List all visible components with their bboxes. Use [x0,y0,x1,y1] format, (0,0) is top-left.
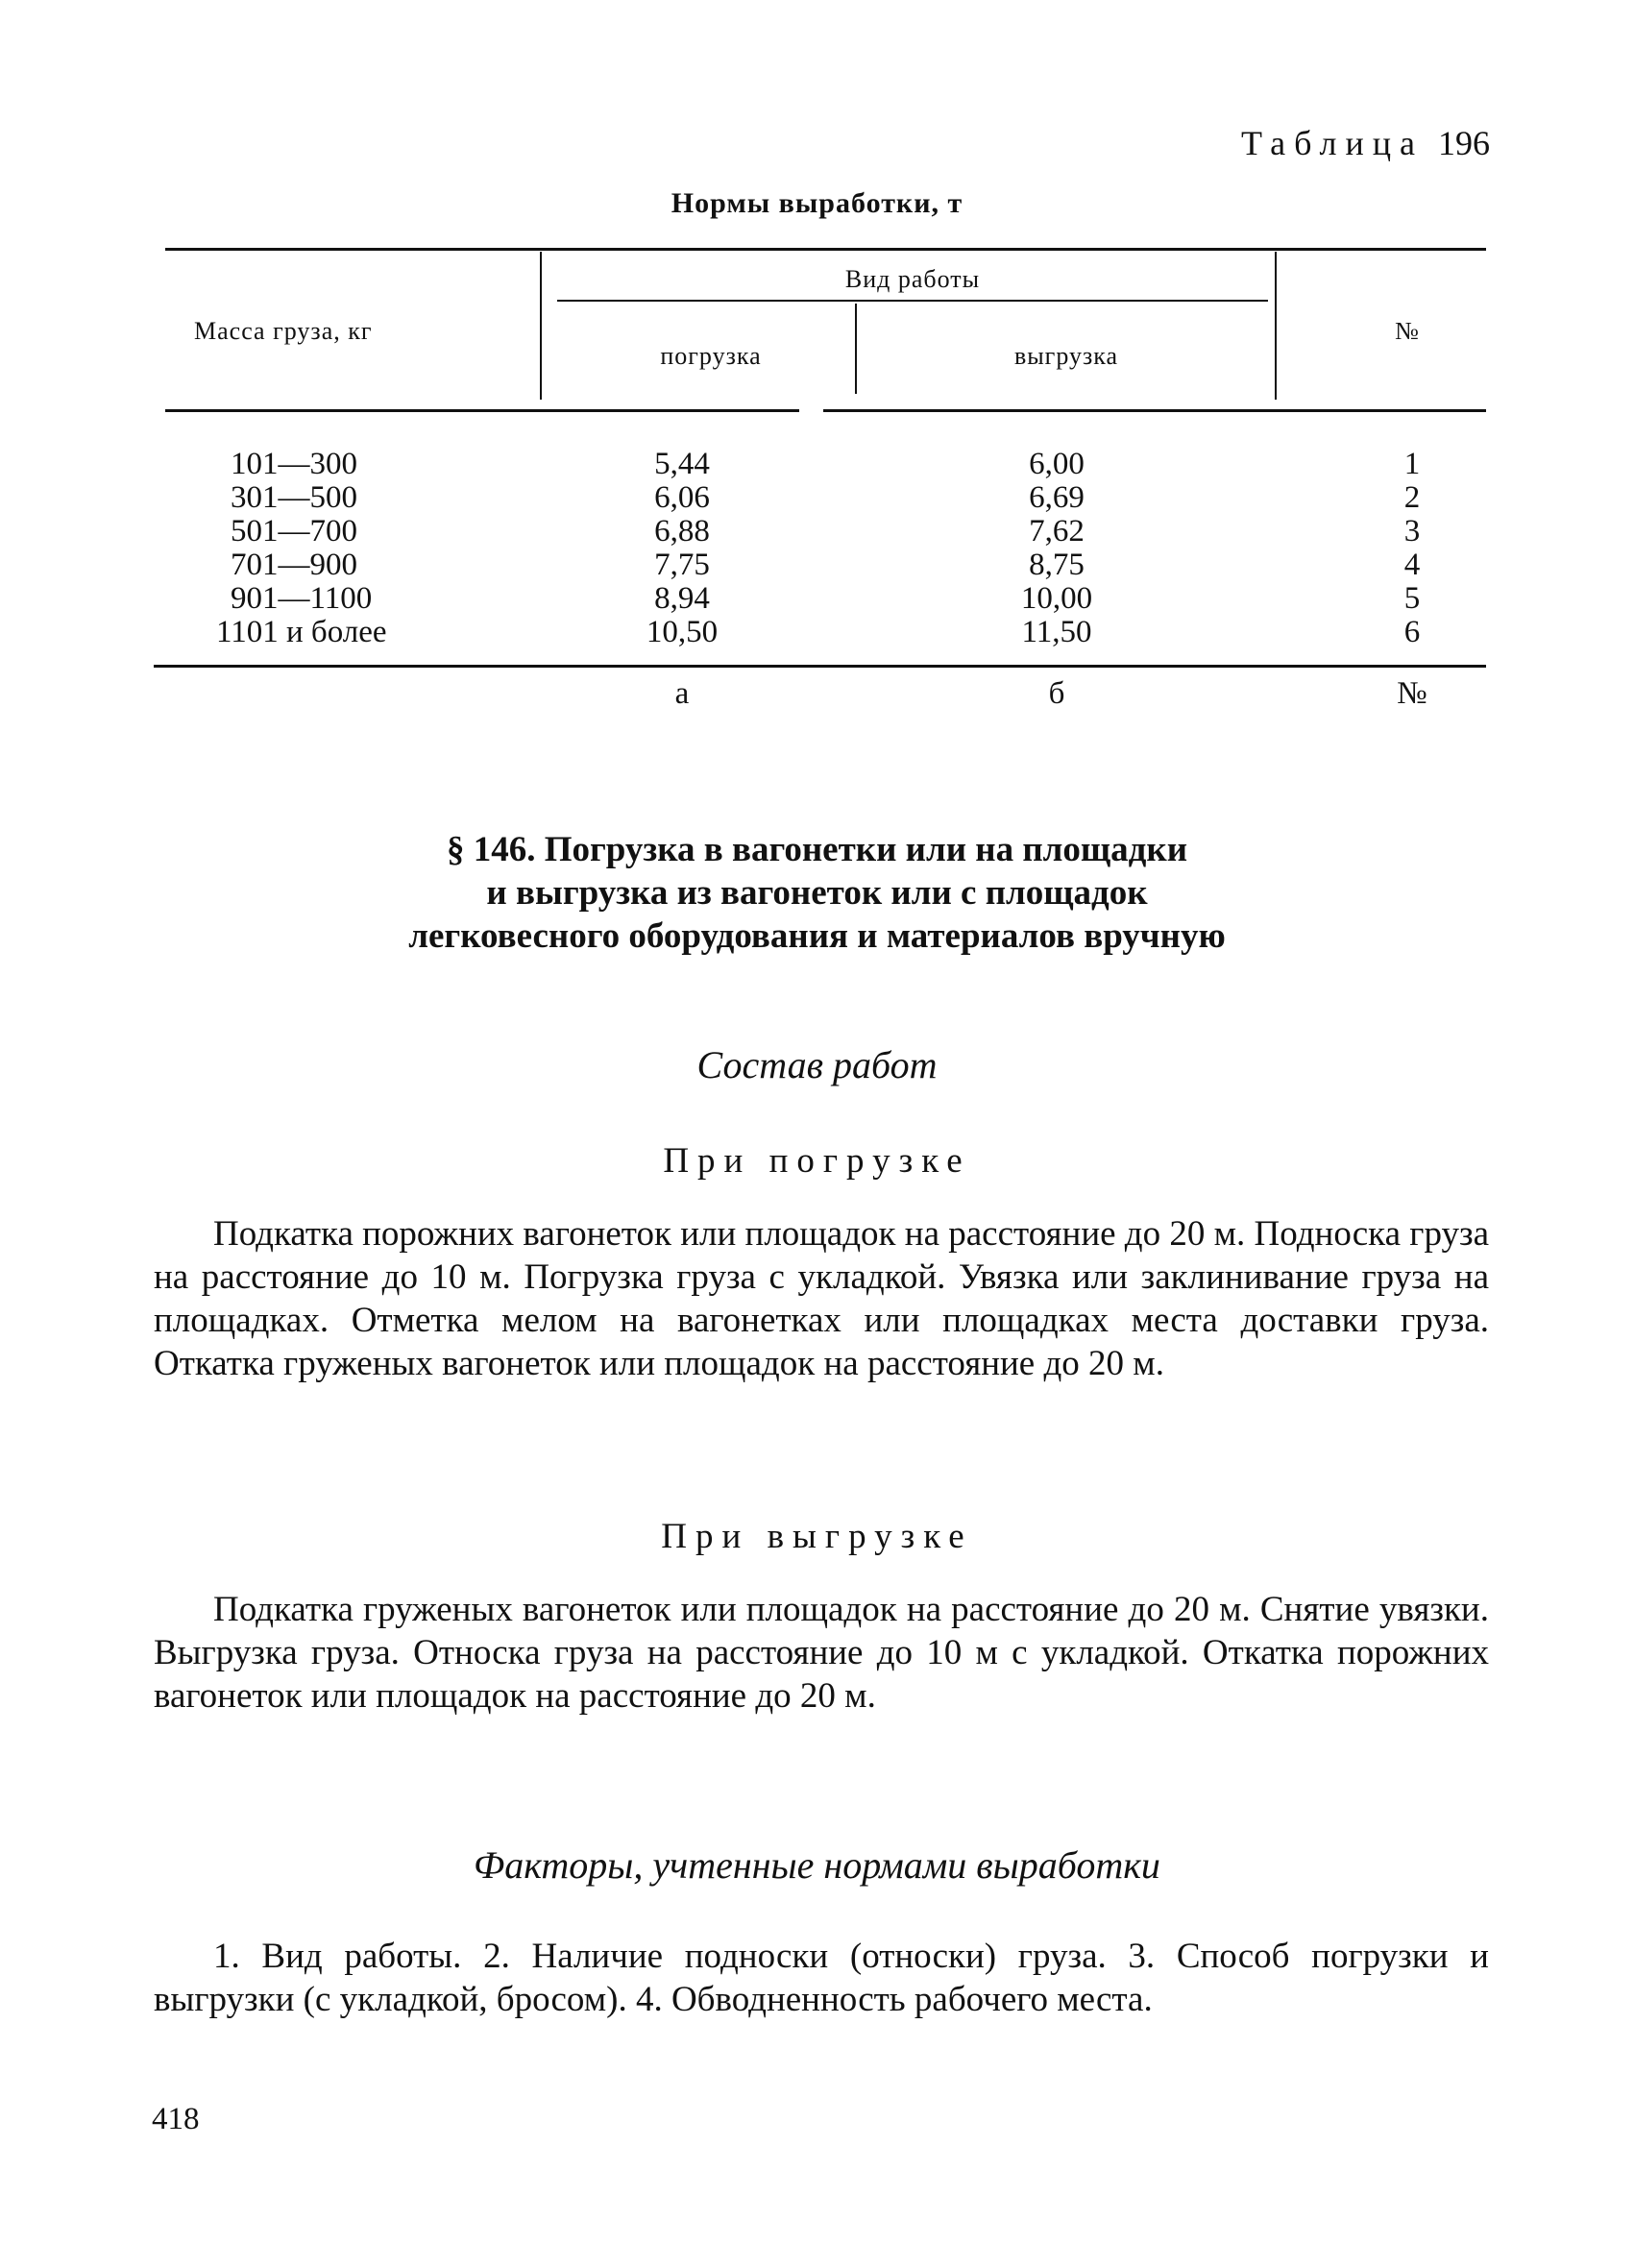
unloading-paragraph: Подкатка груженых вагонеток или площадок на расстояние до 20 м. Снятие увязки. Выгрузка груза. Относка груза на расстояние до 10 м с укладкой. Откатка порожних вагонеток или площадок на расстояние до 20 м. [154,1590,1489,1716]
header-work-type: Вид работы [844,265,981,293]
cell-loading: 10,50 [646,615,719,649]
cell-mass: 701—900 [231,548,357,582]
cell-unloading: 11,50 [1021,615,1092,649]
footer-loading: а [674,676,690,711]
header-number: № [1395,317,1420,345]
loading-heading: При погрузке [663,1141,971,1181]
footer-unloading: б [1048,676,1065,711]
cell-number: 4 [1403,548,1421,582]
table-label [1241,123,1490,163]
cell-unloading: 6,69 [1029,480,1085,515]
footer-number: № [1397,676,1427,711]
cell-number: 3 [1403,514,1421,549]
work-type-underline [557,300,1268,302]
table-label-word: Таблица [1241,124,1424,162]
section-title-line: § 146. Погрузка в вагонетки или на площадки [446,830,1188,869]
section-title-line: легковесного оборудования и материалов вручную [408,916,1226,956]
table-top-rule [165,248,1486,251]
cell-loading: 8,94 [654,581,710,616]
factors-paragraph: 1. Вид работы. 2. Наличие подноски (относки) груза. 3. Способ погрузки и выгрузки (с укладкой, бросом). 4. Обводненность рабочего места. [154,1937,1489,2019]
table-title: Нормы выработки, т [671,187,963,219]
cell-mass: 1101 и более [216,615,387,649]
cell-unloading: 7,62 [1029,514,1085,549]
cell-mass: 101—300 [231,447,357,481]
table-label-number: 196 [1438,124,1490,162]
cell-number: 6 [1403,615,1421,649]
header-bottom-rule-left [165,409,799,412]
header-loading: погрузка [660,342,762,370]
unloading-heading: При выгрузке [661,1517,973,1556]
cell-unloading: 8,75 [1029,548,1085,582]
cell-loading: 7,75 [654,548,710,582]
cell-mass: 301—500 [231,480,357,515]
header-vline-left [540,252,542,400]
section-title-line: и выгрузка из вагонеток или с площадок [486,873,1148,913]
cell-loading: 6,06 [654,480,710,515]
cell-unloading: 6,00 [1029,447,1085,481]
loading-paragraph: Подкатка порожних вагонеток или площадок на расстояние до 20 м. Подноска груза на расстояние до 10 м. Погрузка груза с укладкой. Увязка или заклинивание груза на площадках. Отметка мелом на вагонетках или площадках места доставки груза. Откатка груженых вагонеток или площадок на расстояние до 20 м. [154,1214,1489,1383]
factors-heading: Факторы, учтенные нормами выработки [474,1843,1160,1887]
cell-number: 2 [1403,480,1421,515]
header-bottom-rule-right [823,409,1486,412]
cell-loading: 5,44 [654,447,710,481]
header-vline-middle [855,304,857,394]
header-vline-right [1275,252,1277,400]
cell-number: 5 [1403,581,1421,616]
cell-number: 1 [1403,447,1421,481]
cell-mass: 501—700 [231,514,357,549]
composition-heading: Состав работ [696,1043,938,1086]
table-bottom-rule [154,665,1486,668]
section-title [0,828,1634,958]
header-mass: Масса груза, кг [194,317,373,345]
cell-loading: 6,88 [654,514,710,549]
cell-mass: 901—1100 [231,581,373,616]
header-unloading: выгрузка [1013,342,1119,370]
page-number: 418 [152,2102,200,2136]
cell-unloading: 10,00 [1020,581,1093,616]
